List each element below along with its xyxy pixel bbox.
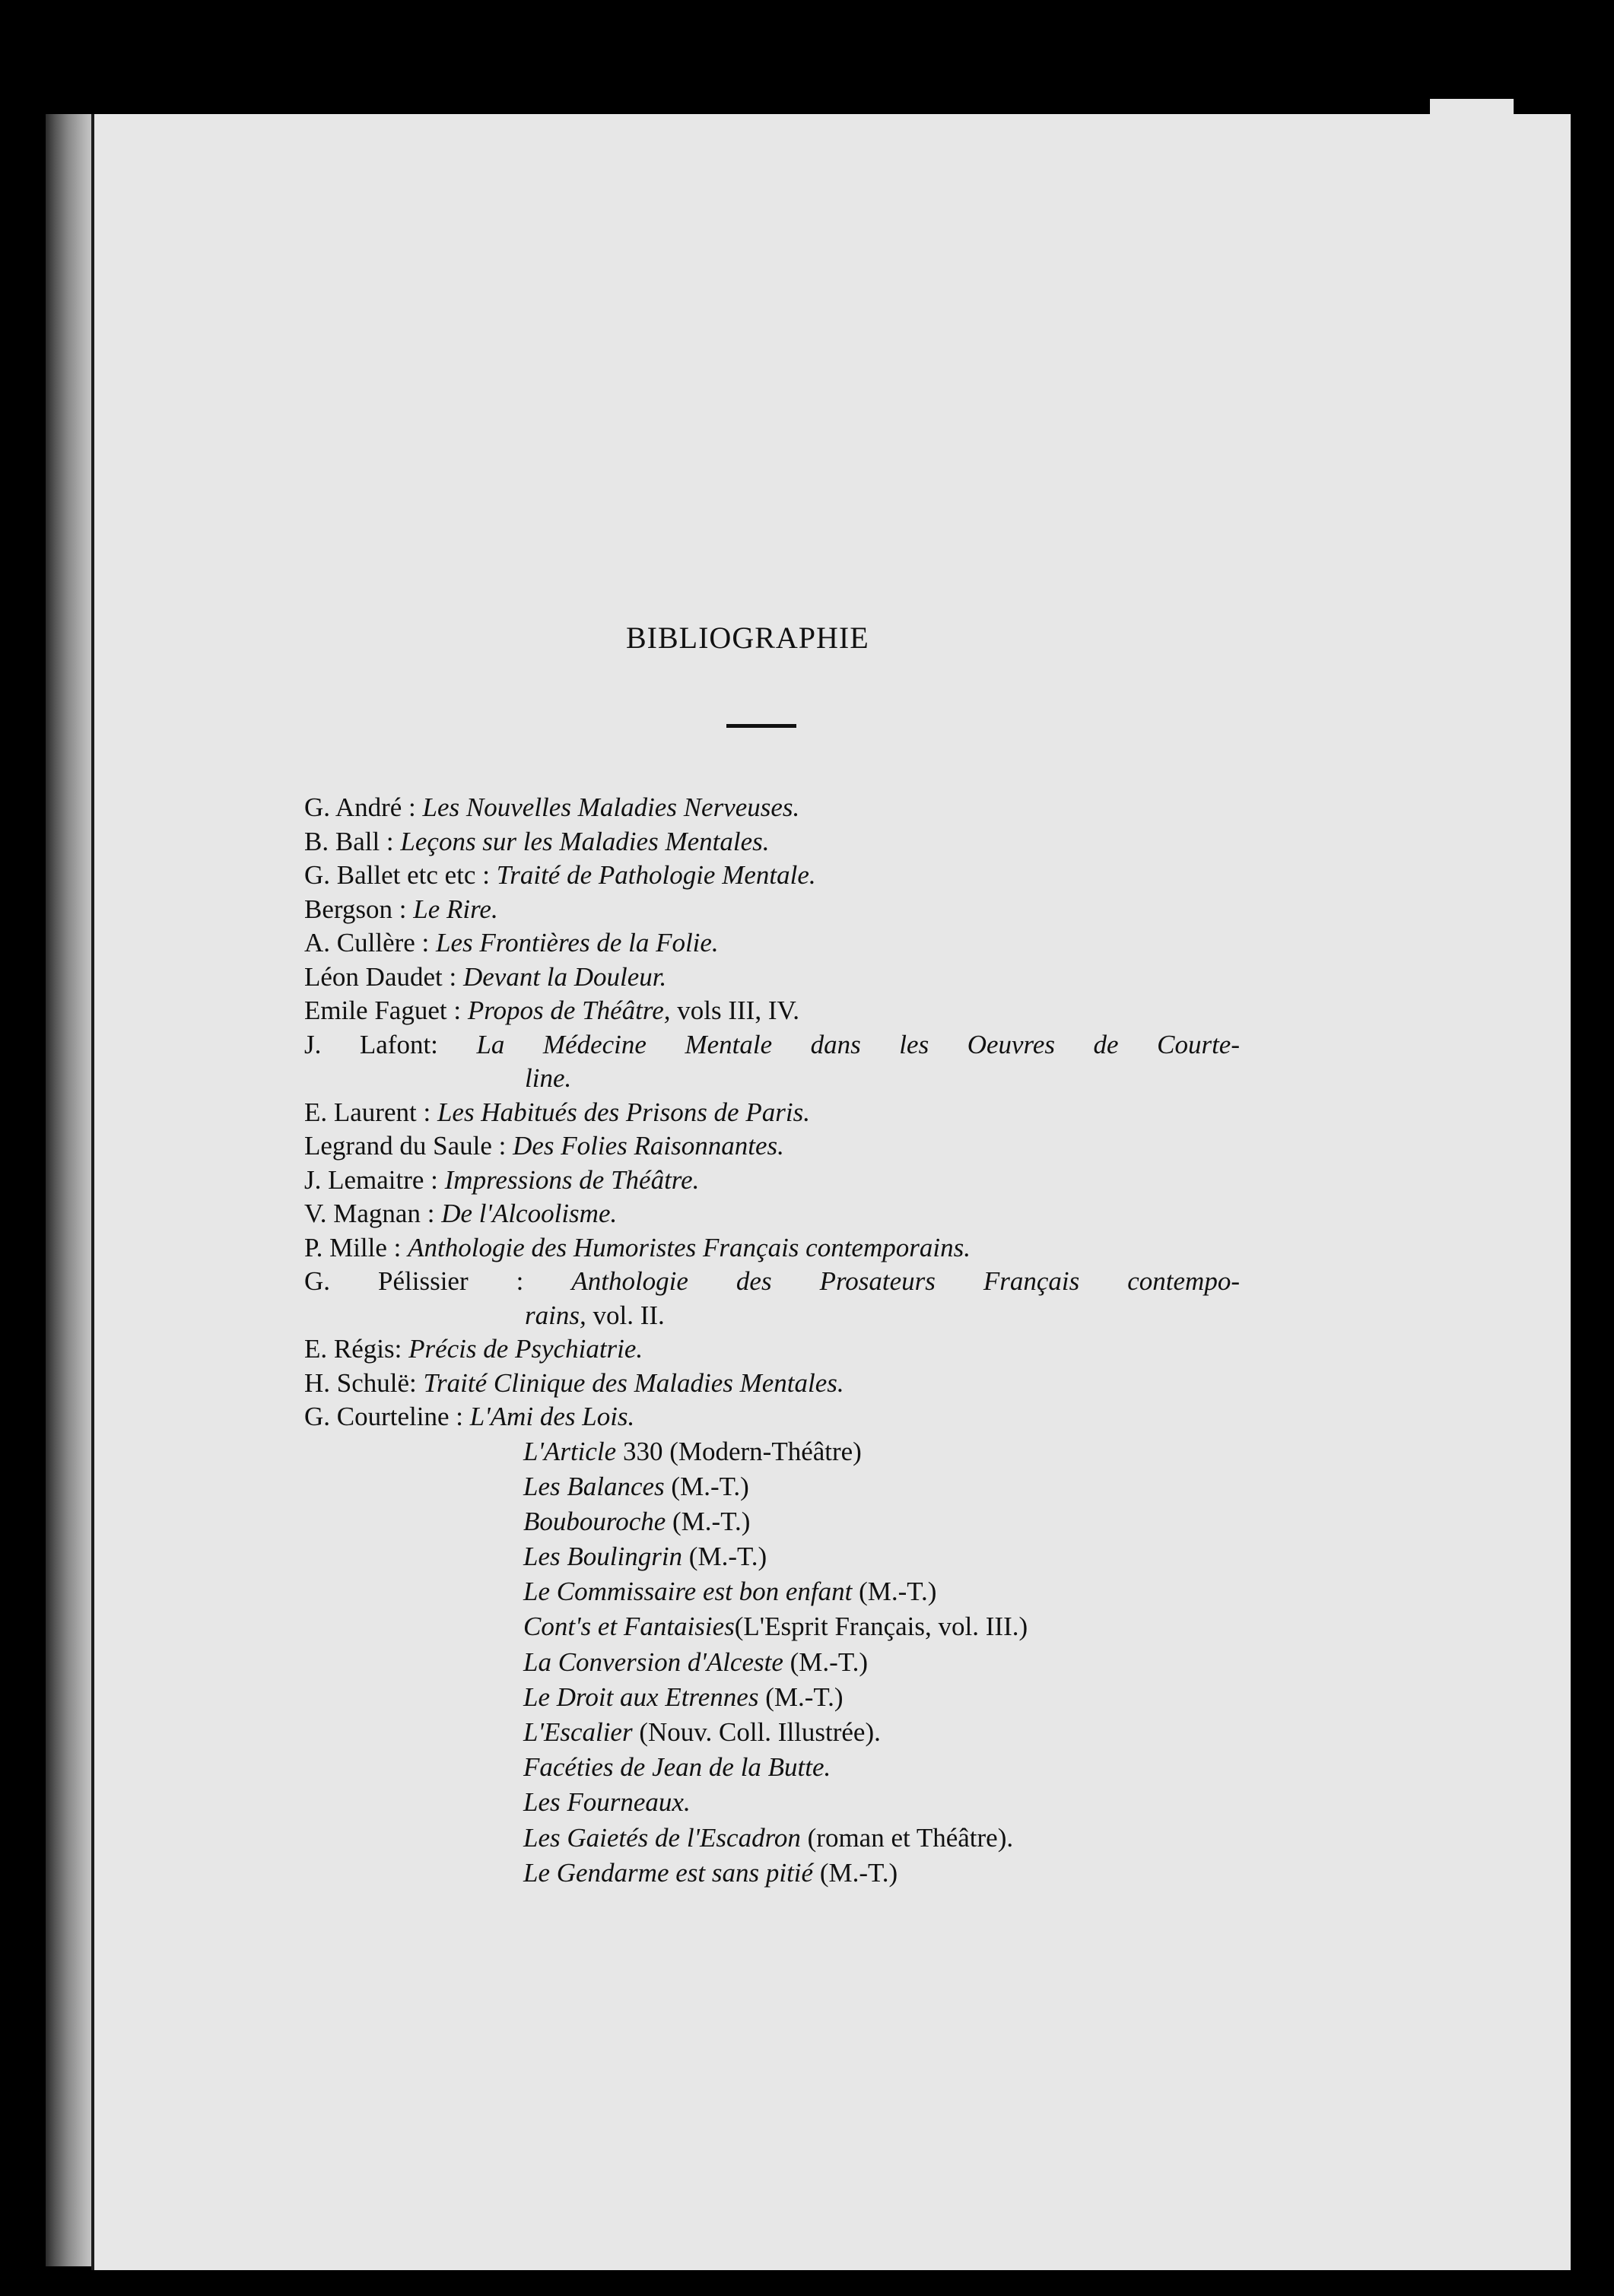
courteline-work — [304, 1469, 1240, 1504]
courteline-work — [304, 1434, 1240, 1469]
bib-entry — [304, 961, 1240, 995]
work-note: (M.-T.) — [758, 1682, 844, 1712]
work-title: Cont's et Fantaisies — [523, 1612, 735, 1642]
entry-continuation — [304, 1299, 1240, 1333]
bib-entry — [304, 859, 1240, 893]
entry-author: B. Ball : — [304, 826, 401, 856]
work-title: Les Boulingrin — [523, 1542, 683, 1572]
entry-title: Traité de Pathologie Mentale. — [496, 860, 816, 890]
courteline-work — [304, 1785, 1240, 1820]
bib-entry — [304, 791, 1240, 825]
bib-entry — [304, 1197, 1240, 1231]
entry-author: P. Mille : — [304, 1232, 408, 1262]
entry-title: Des Folies Raisonnantes. — [513, 1131, 784, 1161]
bib-entry — [304, 1129, 1240, 1164]
entry-author: V. Magnan : — [304, 1199, 442, 1228]
work-title: Le Droit aux Etrennes — [523, 1682, 759, 1712]
entry-author: Léon Daudet : — [304, 961, 463, 992]
work-note: (M.-T.) — [852, 1577, 937, 1607]
entry-title: Traité Clinique des Maladies Mentales. — [423, 1367, 844, 1398]
work-note: (M.-T.) — [783, 1647, 869, 1677]
entry-note: vol. II. — [586, 1300, 665, 1330]
bib-entry — [304, 994, 1240, 1028]
entry-author: H. Schulë: — [304, 1367, 424, 1398]
entry-author: Legrand du Saule : — [304, 1131, 513, 1161]
entry-title: Les Nouvelles Maladies Nerveuses. — [422, 792, 800, 822]
work-note: (M.-T.) — [664, 1471, 749, 1501]
entry-author: G. Ballet etc etc : — [304, 860, 497, 890]
courteline-work — [304, 1821, 1240, 1856]
entry-author: G. Courteline : — [304, 1402, 470, 1431]
work-title: L'Article — [523, 1436, 617, 1466]
bib-entry — [304, 825, 1240, 859]
entry-line — [304, 1265, 1240, 1299]
entry-author: A. Cullère : — [304, 928, 437, 957]
entry-title: Devant la Douleur. — [462, 961, 667, 992]
bib-entry — [304, 1265, 1240, 1332]
work-title: Facéties de Jean de la Butte. — [523, 1752, 831, 1783]
courteline-work — [304, 1609, 1240, 1644]
work-note: (L'Esprit Français, vol. III.) — [734, 1612, 1028, 1642]
entry-line — [304, 1028, 1240, 1062]
entry-author: J. Lafont: — [304, 1029, 477, 1059]
bib-entry — [304, 1231, 1240, 1265]
bibliography-list — [304, 791, 1240, 1891]
entry-title-continuation: rains, — [525, 1300, 586, 1330]
courteline-work — [304, 1680, 1240, 1715]
work-note: (M.-T.) — [813, 1857, 898, 1888]
courteline-work — [304, 1645, 1240, 1680]
work-note: 330 (Modern-Théâtre) — [616, 1436, 862, 1466]
entry-title: Anthologie des Prosateurs Français contempo- — [571, 1266, 1240, 1296]
entry-author: E. Régis: — [304, 1334, 409, 1364]
work-note: (roman et Théâtre). — [800, 1822, 1014, 1853]
entry-author: G. André : — [304, 792, 423, 822]
bib-entry — [304, 893, 1240, 927]
entry-title: Propos de Théâtre, — [467, 996, 671, 1025]
entry-author: G. Pélissier : — [304, 1266, 572, 1296]
work-title: Les Gaietés de l'Escadron — [523, 1822, 801, 1853]
entry-title: L'Ami des Lois. — [469, 1402, 635, 1431]
courteline-work — [304, 1574, 1240, 1609]
bib-entry — [304, 1096, 1240, 1130]
work-title: Boubouroche — [523, 1506, 666, 1536]
entry-title: Anthologie des Humoristes Français contemporains. — [408, 1232, 971, 1262]
entry-title: Précis de Psychiatrie. — [408, 1334, 643, 1364]
courteline-work — [304, 1856, 1240, 1891]
work-title: La Conversion d'Alceste — [523, 1647, 783, 1677]
heading-rule — [726, 724, 796, 728]
bib-entry — [304, 1367, 1240, 1401]
work-note: (Nouv. Coll. Illustrée). — [632, 1717, 881, 1747]
entry-author: Emile Faguet : — [304, 996, 468, 1025]
bib-entry — [304, 926, 1240, 961]
entry-title-continuation: line. — [525, 1063, 572, 1093]
work-title: Les Balances — [523, 1471, 665, 1501]
entry-title: De l'Alcoolisme. — [441, 1199, 618, 1228]
entry-author: E. Laurent : — [304, 1097, 437, 1127]
entry-title: Les Habitués des Prisons de Paris. — [437, 1097, 810, 1127]
bib-entry — [304, 1400, 1240, 1434]
work-title: Le Gendarme est sans pitié — [523, 1857, 814, 1888]
entry-author: J. Lemaitre : — [304, 1164, 445, 1195]
entry-title: Impressions de Théâtre. — [444, 1164, 700, 1195]
entry-note: vols III, IV. — [670, 996, 799, 1025]
courteline-work — [304, 1715, 1240, 1750]
work-title: Les Fourneaux. — [523, 1787, 691, 1818]
entry-title: Le Rire. — [413, 894, 498, 924]
courteline-work — [304, 1539, 1240, 1574]
courteline-work — [304, 1504, 1240, 1539]
entry-author: Bergson : — [304, 894, 414, 924]
bib-entry — [304, 1028, 1240, 1096]
work-note: (M.-T.) — [682, 1542, 767, 1572]
entry-title: Les Frontières de la Folie. — [436, 928, 719, 957]
page-heading: BIBLIOGRAPHIE — [626, 621, 869, 655]
entry-title: Leçons sur les Maladies Mentales. — [400, 826, 770, 856]
courteline-work — [304, 1750, 1240, 1785]
work-title: L'Escalier — [523, 1717, 633, 1747]
bib-entry — [304, 1332, 1240, 1367]
entry-title: La Médecine Mentale dans les Oeuvres de Courte- — [476, 1029, 1240, 1059]
work-title: Le Commissaire est bon enfant — [523, 1577, 853, 1607]
bib-entry — [304, 1164, 1240, 1198]
work-note: (M.-T.) — [666, 1506, 751, 1536]
